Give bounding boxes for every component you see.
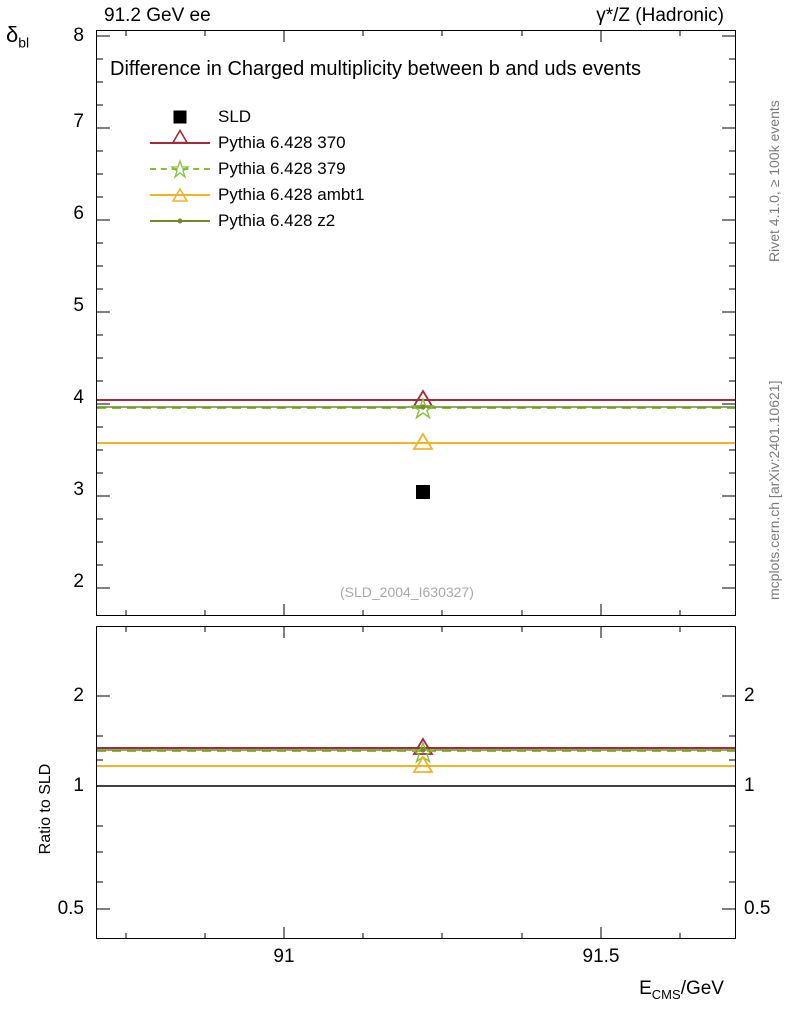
legend — [150, 104, 364, 234]
legend-label-pythia-ambt1: Pythia 6.428 ambt1 — [218, 185, 365, 204]
legend-label-pythia-370: Pythia 6.428 370 — [218, 133, 346, 152]
analysis-id-watermark: (SLD_2004_I630327) — [340, 584, 474, 600]
x-axis-title: $E_{CMS}$/GeV — [639, 978, 724, 1002]
legend-key-sld — [150, 104, 210, 130]
legend-key-pythia-ambt1 — [150, 182, 210, 208]
ratio-plot-frame — [96, 626, 736, 939]
y-tick-label-2: 2 — [73, 571, 84, 592]
legend-label-sld: SLD — [218, 107, 252, 126]
rivet-version-annotation: Rivet 4.1.0, ≥ 100k events — [766, 100, 782, 262]
y-tick-label-8: 8 — [73, 25, 84, 46]
legend-entry-sld[interactable] — [150, 104, 364, 130]
legend-label-pythia-379: Pythia 6.428 379 — [218, 159, 346, 178]
open-star-icon — [170, 159, 190, 179]
ratio-y-tick-label-right-1: 1 — [744, 775, 755, 796]
y-axis-title: $\delta_{bl}$ — [6, 22, 30, 51]
mcplots-annotation: mcplots.cern.ch [arXiv:2401.10621] — [766, 380, 782, 600]
legend-entry-pythia-370[interactable] — [150, 130, 364, 156]
header-left-label: 91.2 GeV ee — [104, 5, 211, 26]
ratio-y-tick-label-right-0.5: 0.5 — [744, 898, 771, 919]
y-tick-label-3: 3 — [73, 479, 84, 500]
small-dot-icon — [178, 219, 183, 224]
legend-key-pythia-z2 — [150, 208, 210, 234]
legend-key-pythia-370 — [150, 130, 210, 156]
ratio-y-tick-label-2: 2 — [73, 685, 84, 706]
x-tick-label-91: 91 — [273, 946, 295, 967]
legend-entry-pythia-z2[interactable] — [150, 208, 364, 234]
legend-label-pythia-z2: Pythia 6.428 z2 — [218, 211, 336, 230]
ratio-y-tick-label-1: 1 — [73, 775, 84, 796]
filled-square-icon — [174, 111, 187, 124]
open-triangle-icon — [172, 137, 188, 150]
ratio-y-tick-label-0.5: 0.5 — [57, 898, 84, 919]
y-tick-label-5: 5 — [73, 295, 84, 316]
legend-entry-pythia-ambt1[interactable] — [150, 182, 364, 208]
y-tick-label-7: 7 — [73, 111, 84, 132]
header-right-label: γ*/Z (Hadronic) — [596, 5, 724, 26]
ratio-y-axis-title: Ratio to SLD — [37, 763, 54, 855]
x-tick-label-91.5: 91.5 — [582, 946, 620, 967]
legend-key-pythia-379 — [150, 156, 210, 182]
legend-entry-pythia-379[interactable] — [150, 156, 364, 182]
y-tick-label-6: 6 — [73, 203, 84, 224]
ratio-y-tick-label-right-2: 2 — [744, 685, 755, 706]
open-triangle-icon — [171, 187, 189, 203]
y-tick-label-4: 4 — [73, 387, 84, 408]
plot-title: Difference in Charged multiplicity between b and uds events — [110, 58, 642, 80]
